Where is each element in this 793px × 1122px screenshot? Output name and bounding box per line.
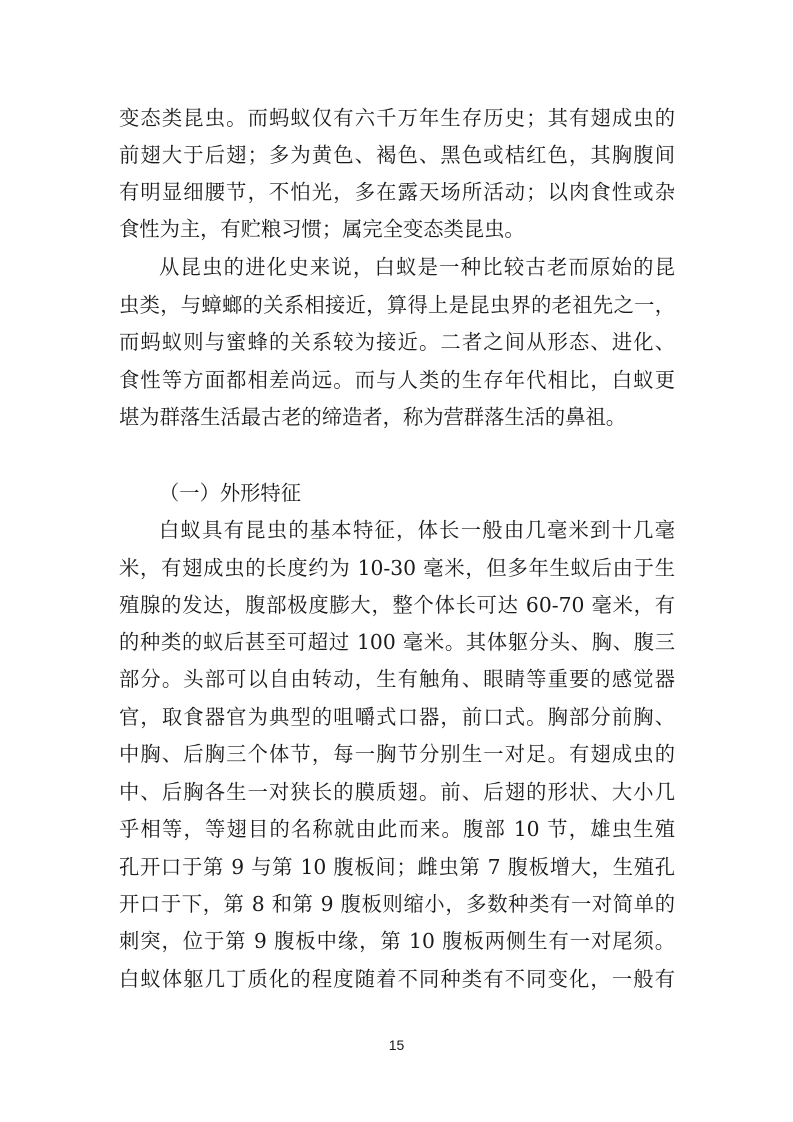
paragraph-3-line-2: 米，有翅成虫的长度约为 10-30 毫米，但多年生蚁后由于生 bbox=[119, 556, 675, 580]
page-number: 15 bbox=[388, 1037, 405, 1053]
section-heading: （一）外形特征 bbox=[159, 481, 301, 505]
paragraph-3-line-6: 官，取食器官为典型的咀嚼式口器，前口式。胸部分前胸、 bbox=[119, 705, 675, 729]
paragraph-1-line-3: 有明显细腰节，不怕光，多在露天场所活动；以肉食性或杂 bbox=[119, 180, 675, 204]
paragraph-2-line-1: 从昆虫的进化史来说，白蚁是一种比较古老而原始的昆 bbox=[159, 255, 675, 279]
paragraph-3-line-11: 开口于下，第 8 和第 9 腹板则缩小，多数种类有一对简单的 bbox=[119, 892, 675, 916]
paragraph-3-line-4: 的种类的蚁后甚至可超过 100 毫米。其体躯分头、胸、腹三 bbox=[119, 630, 675, 654]
paragraph-1-line-1: 变态类昆虫。而蚂蚁仅有六千万年生存历史；其有翅成虫的 bbox=[119, 106, 675, 130]
paragraph-2-line-3: 而蚂蚁则与蜜蜂的关系较为接近。二者之间从形态、进化、 bbox=[119, 330, 675, 354]
paragraph-2-line-4: 食性等方面都相差尚远。而与人类的生存年代相比，白蚁更 bbox=[119, 368, 675, 392]
paragraph-1-line-4: 食性为主，有贮粮习惯；属完全变态类昆虫。 bbox=[119, 217, 525, 241]
paragraph-3-line-8: 中、后胸各生一对狭长的膜质翅。前、后翅的形状、大小几 bbox=[119, 780, 675, 804]
paragraph-3-line-13: 白蚁体躯几丁质化的程度随着不同种类有不同变化，一般有 bbox=[119, 967, 675, 991]
paragraph-3-line-3: 殖腺的发达，腹部极度膨大，整个体长可达 60-70 毫米，有 bbox=[119, 593, 675, 617]
paragraph-3-line-9: 乎相等，等翅目的名称就由此而来。腹部 10 节，雄虫生殖 bbox=[119, 817, 675, 841]
paragraph-1-line-2: 前翅大于后翅；多为黄色、褐色、黑色或桔红色，其胸腹间 bbox=[119, 143, 675, 167]
paragraph-2-line-5: 堪为群落生活最古老的缔造者，称为营群落生活的鼻祖。 bbox=[119, 405, 627, 429]
paragraph-3-line-10: 孔开口于第 9 与第 10 腹板间；雌虫第 7 腹板增大，生殖孔 bbox=[119, 855, 675, 879]
paragraph-3-line-1: 白蚁具有昆虫的基本特征，体长一般由几毫米到十几毫 bbox=[159, 518, 675, 542]
paragraph-3-line-12: 刺突，位于第 9 腹板中缘，第 10 腹板两侧生有一对尾须。 bbox=[119, 929, 675, 953]
paragraph-3-line-7: 中胸、后胸三个体节，每一胸节分别生一对足。有翅成虫的 bbox=[119, 742, 675, 766]
paragraph-3-line-5: 部分。头部可以自由转动，生有触角、眼睛等重要的感觉器 bbox=[119, 667, 675, 691]
paragraph-2-line-2: 虫类，与蟑螂的关系相接近，算得上是昆虫界的老祖先之一， bbox=[119, 293, 675, 317]
